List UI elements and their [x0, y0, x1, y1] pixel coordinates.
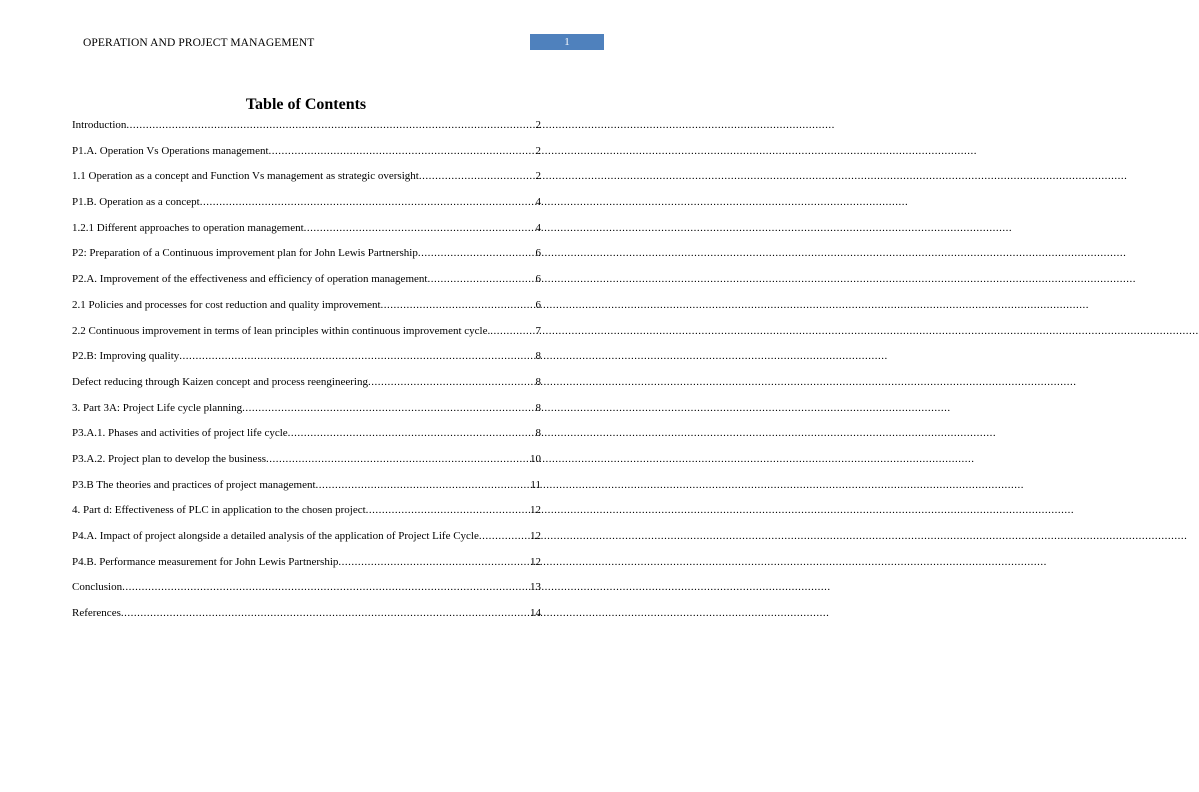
toc-leader — [368, 376, 535, 388]
toc-entry-page: 7 — [535, 324, 541, 337]
toc-leader — [418, 247, 535, 259]
toc-entry-page: 4 — [535, 196, 541, 209]
toc-leader — [122, 581, 529, 593]
toc-entry[interactable] — [72, 222, 541, 248]
toc-entry-page: 2 — [535, 170, 541, 183]
toc-entry-text: 3. Part 3A: Project Life cycle planning — [72, 401, 243, 414]
toc-entry-text: References — [72, 607, 121, 620]
toc-entry-text: 2.1 Policies and processes for cost reduction and quality improvement — [72, 298, 381, 311]
toc-entry-text: P3.A.1. Phases and activities of project life cycle — [72, 427, 288, 440]
toc-entry-text: Introduction — [72, 119, 127, 131]
toc-leader — [242, 402, 534, 414]
toc-entry-text: P2: Preparation of a Continuous improvement plan for John Lewis Partnership — [72, 247, 418, 260]
toc-entry-page: 8 — [535, 350, 541, 363]
toc-entry-page: 13 — [530, 581, 541, 594]
toc-entry-page: 8 — [535, 375, 541, 388]
toc-entry-page: 6 — [535, 247, 541, 260]
toc-leader — [366, 504, 529, 516]
toc-entry-text: P4.A. Impact of project alongside a detailed analysis of the application of Project Life Cycle — [72, 530, 479, 542]
toc-entry-text: P4.B. Performance measurement for John Lewis Partnership — [72, 555, 339, 568]
toc-leader — [304, 222, 535, 234]
toc-leader — [179, 350, 534, 362]
toc-entry-text: P3.B The theories and practices of project management — [72, 478, 316, 491]
toc-entry-text: P1.A. Operation Vs Operations management — [72, 144, 269, 157]
toc-entry-page: 4 — [535, 221, 541, 234]
toc-entry[interactable] — [72, 299, 541, 325]
toc-entry-page: 14 — [530, 607, 541, 620]
toc-entry[interactable] — [72, 170, 541, 196]
toc-entry-page: 6 — [535, 298, 541, 311]
toc-leader — [316, 479, 530, 491]
toc-entry-page: 12 — [530, 504, 541, 517]
header-title: OPERATION AND PROJECT MANAGEMENT — [83, 37, 315, 49]
toc-entry-text: Defect reducing through Kaizen concept and process reengineering — [72, 375, 368, 388]
toc-entry[interactable] — [72, 427, 541, 453]
toc-entry-page: 12 — [530, 555, 541, 568]
toc-leader — [126, 119, 534, 131]
toc-leader — [266, 453, 529, 465]
toc-leader — [419, 170, 535, 182]
toc-entry[interactable] — [72, 530, 541, 556]
toc-leader — [490, 325, 534, 337]
toc-entry-page: 2 — [535, 144, 541, 157]
toc-entry[interactable] — [72, 581, 541, 607]
toc-entry-text: 4. Part d: Effectiveness of PLC in application to the chosen project — [72, 504, 366, 517]
toc-entry-text: P2.B: Improving quality — [72, 350, 180, 363]
toc-entry-page: 8 — [535, 427, 541, 440]
toc-entry[interactable] — [72, 119, 541, 145]
toc-entry-page: 10 — [530, 452, 541, 465]
toc-entry-text: 1.1 Operation as a concept and Function Vs management as strategic oversight — [72, 170, 419, 183]
toc-entry[interactable] — [72, 504, 541, 530]
toc-list — [72, 119, 541, 633]
toc-leader — [200, 196, 535, 208]
toc-leader — [269, 145, 535, 157]
toc-entry-text: 2.2 Continuous improvement in terms of lean principles within continuous improvement cycle. — [72, 324, 491, 337]
toc-leader — [427, 273, 534, 285]
toc-entry-page: 6 — [535, 273, 541, 286]
toc-entry-page: 8 — [535, 401, 541, 414]
toc-entry[interactable] — [72, 350, 541, 376]
toc-entry-text: Conclusion — [72, 581, 123, 594]
toc-entry[interactable] — [72, 479, 541, 505]
toc-entry-text: P2.A. Improvement of the effectiveness and efficiency of operation management — [72, 273, 428, 286]
toc-entry[interactable] — [72, 145, 541, 171]
page-number-badge: 1 — [530, 34, 604, 50]
toc-leader — [121, 607, 529, 619]
toc-leader — [338, 556, 529, 568]
toc-leader — [479, 530, 529, 542]
toc-title: Table of Contents — [245, 96, 367, 113]
toc-entry[interactable] — [72, 607, 541, 633]
toc-entry[interactable] — [72, 247, 541, 273]
toc-entry-page: 11 — [530, 478, 541, 491]
toc-entry-page: 2 — [535, 119, 541, 131]
toc-entry[interactable] — [72, 556, 541, 582]
toc-entry[interactable] — [72, 376, 541, 402]
toc-entry[interactable] — [72, 402, 541, 428]
toc-entry-text: P1.B. Operation as a concept — [72, 196, 200, 209]
toc-entry-text: 1.2.1 Different approaches to operation management — [72, 221, 304, 234]
toc-entry[interactable] — [72, 273, 541, 299]
toc-entry[interactable] — [72, 453, 541, 479]
toc-leader — [288, 427, 535, 439]
toc-entry-page: 12 — [530, 530, 541, 542]
toc-leader — [381, 299, 535, 311]
toc-entry[interactable] — [72, 325, 541, 351]
page-header — [0, 34, 612, 52]
toc-entry-text: P3.A.2. Project plan to develop the business — [72, 452, 267, 465]
toc-entry[interactable] — [72, 196, 541, 222]
